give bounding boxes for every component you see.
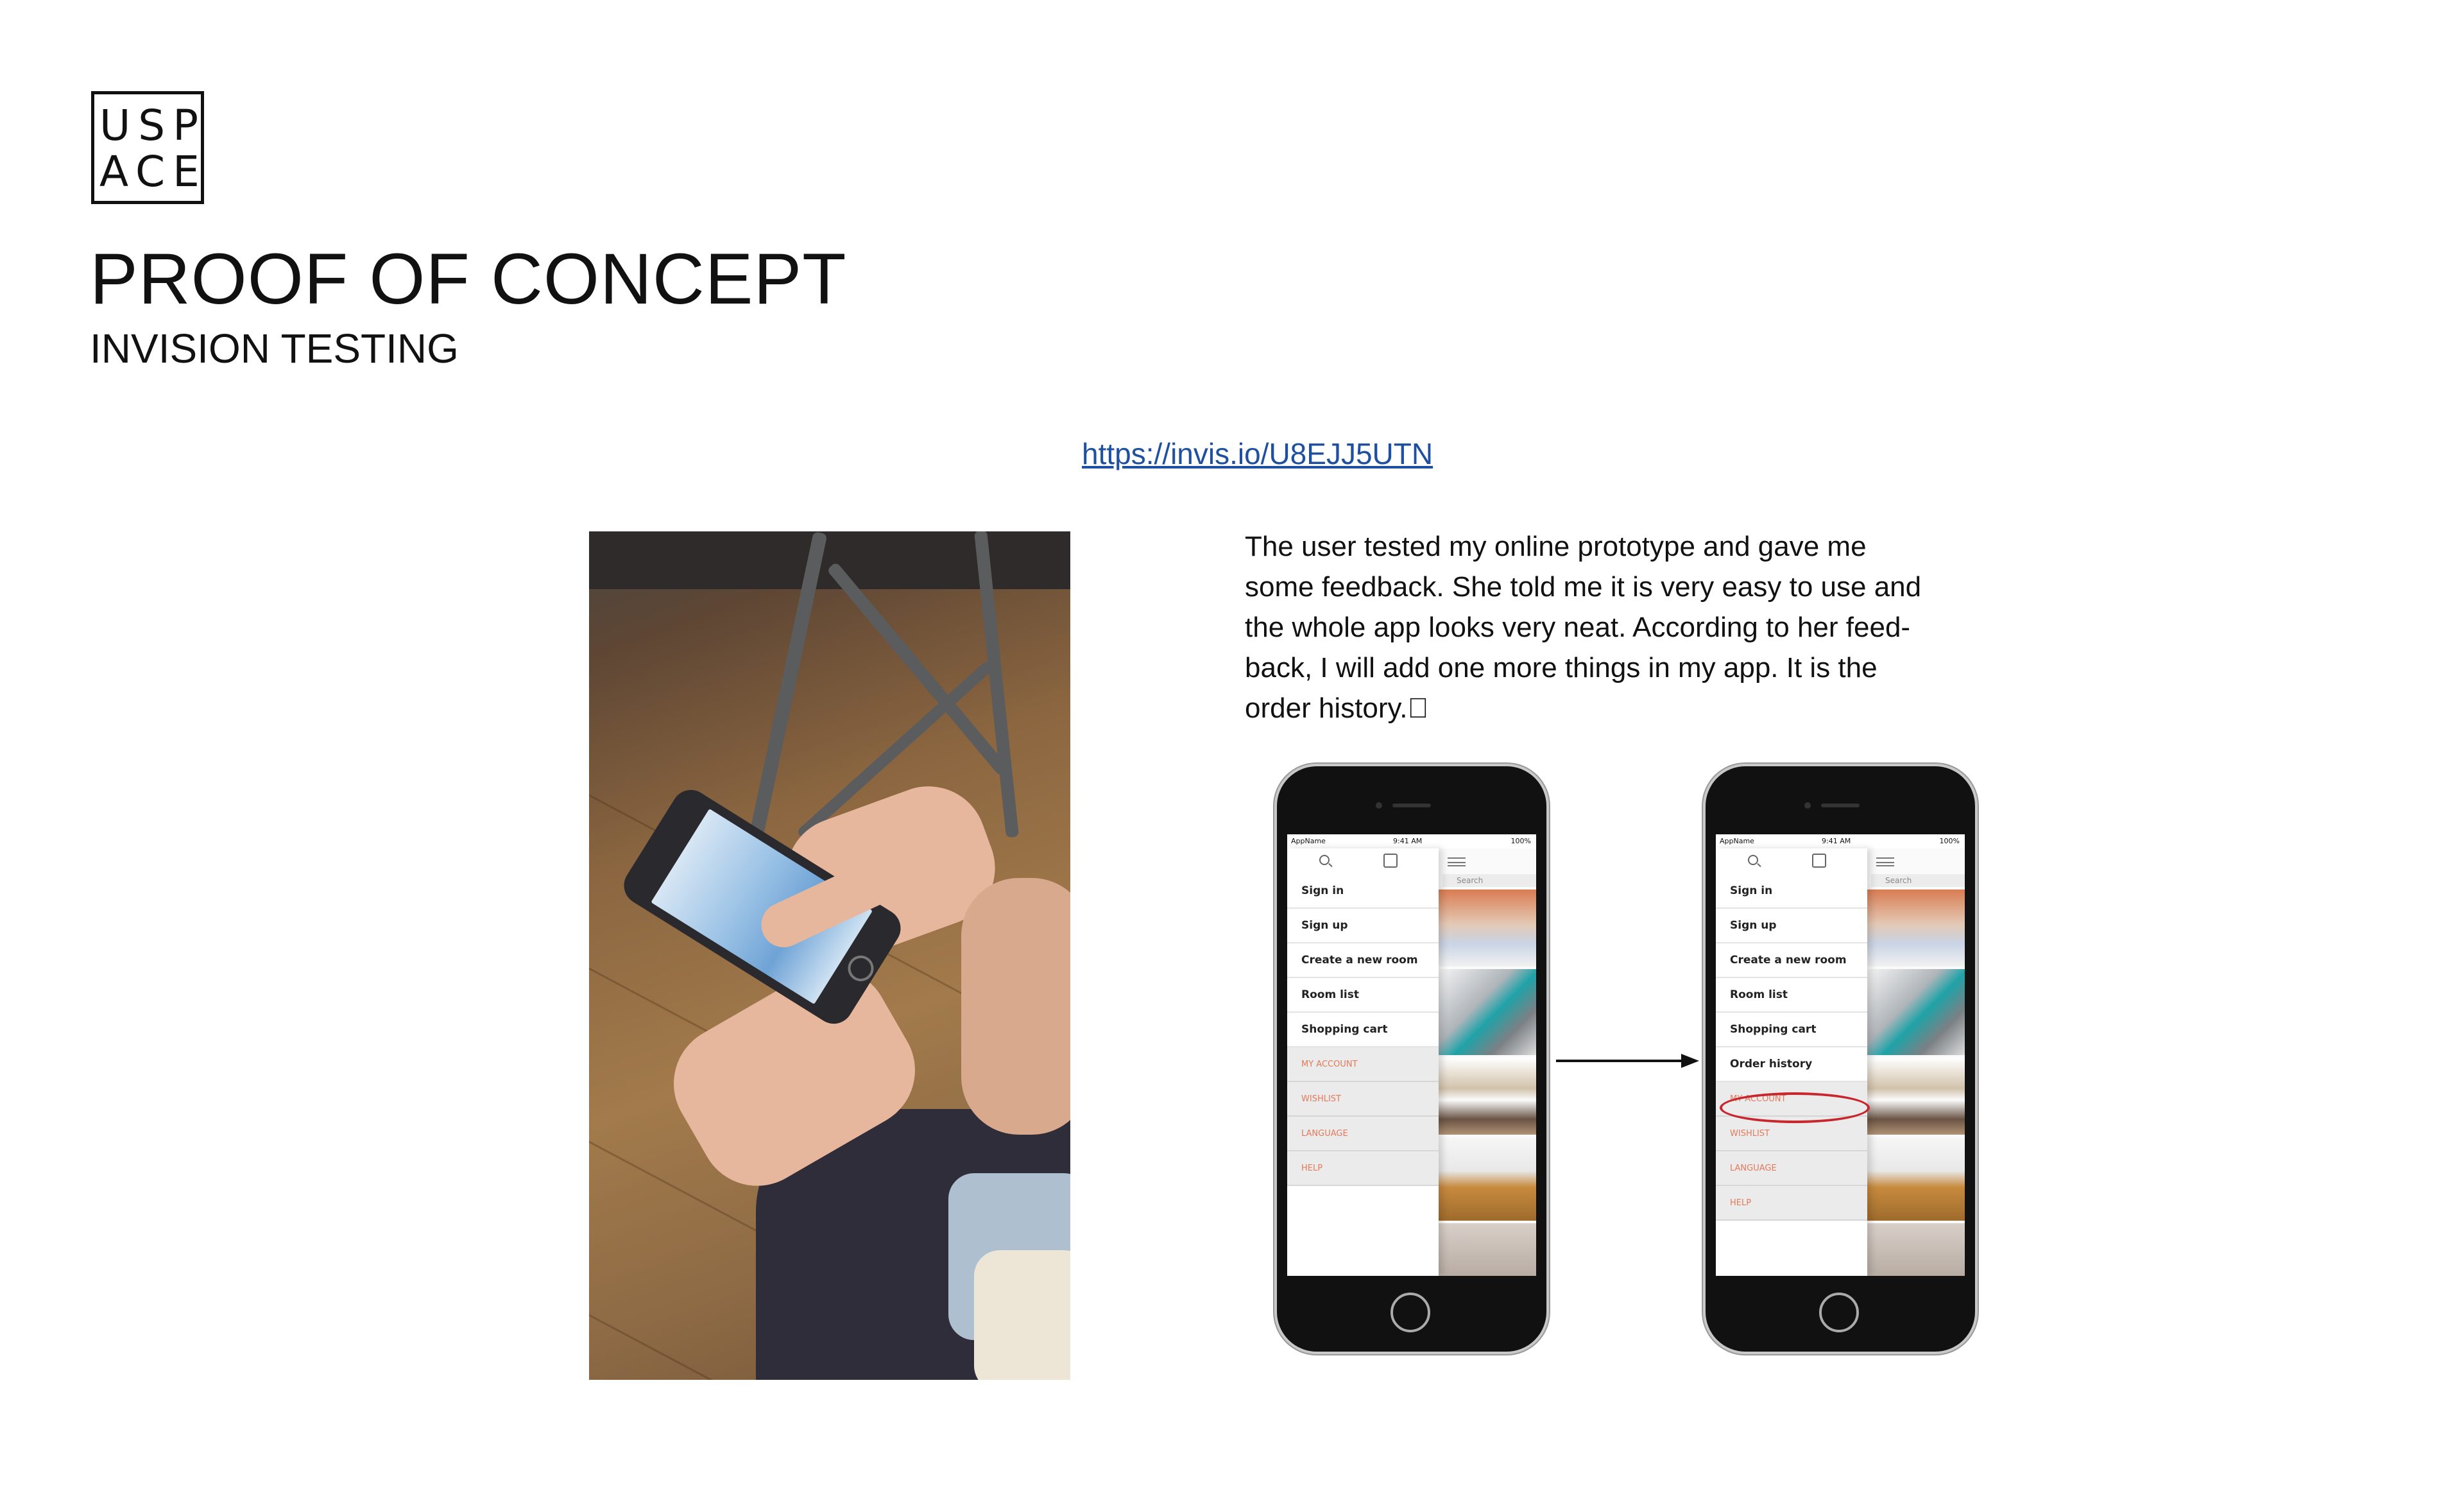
menu-item-my-account[interactable]: MY ACCOUNT [1716,1082,1867,1117]
menu-item-sign-in[interactable]: Sign in [1287,874,1439,909]
room-photo [1439,1058,1536,1135]
status-time: 9:41 AM [1822,837,1851,845]
room-photo [1867,1058,1965,1135]
description-line: back, I will add one more things in my app. It is the [1245,652,1878,684]
speaker [1392,804,1431,807]
menu-item-create-room[interactable]: Create a new room [1716,943,1867,978]
menu-item-sign-in[interactable]: Sign in [1716,874,1867,909]
menu-item-create-room[interactable]: Create a new room [1287,943,1439,978]
room-photo [1867,890,1965,967]
arrow-line [1556,1060,1683,1062]
description-line: order history.  [1245,692,1429,724]
room-photo [1867,1223,1965,1276]
menu-item-sign-up[interactable]: Sign up [1287,909,1439,943]
app-screen-before [1287,834,1536,1276]
search-field[interactable]: Search [1871,874,1965,887]
room-photo [1867,1137,1965,1221]
room-photo [1439,890,1536,967]
room-photo [1439,1137,1536,1221]
status-bar [1287,834,1536,848]
menu-item-my-account[interactable]: MY ACCOUNT [1287,1047,1439,1082]
status-battery: 100% [1939,837,1960,845]
description-line: some feedback. She told me it is very easy to use and [1245,571,1922,603]
search-icon[interactable] [1748,855,1758,865]
gift-icon[interactable] [1812,854,1826,868]
side-menu [1287,848,1439,1276]
menu-item-language[interactable]: LANGUAGE [1287,1117,1439,1151]
phone-mockup-after [1703,764,1978,1354]
menu-item-language[interactable]: LANGUAGE [1716,1151,1867,1186]
search-icon[interactable] [1319,855,1330,865]
menu-item-order-history[interactable]: Order history [1716,1047,1867,1082]
search-field[interactable]: Search [1442,874,1536,887]
front-camera [1376,802,1382,809]
feedback-description [1245,526,1931,728]
logo-text-line-2: ACE [99,147,207,196]
menu-item-help[interactable]: HELP [1716,1186,1867,1221]
uspace-logo [91,91,207,204]
menu-item-room-list[interactable]: Room list [1716,978,1867,1013]
menu-item-wishlist[interactable]: WISHLIST [1716,1117,1867,1151]
logo-text-line-1: USP [99,101,207,150]
home-button [1390,1293,1430,1332]
hamburger-icon[interactable] [1876,857,1894,866]
status-app-name: AppName [1720,837,1754,845]
description-line: the whole app looks very neat. According to her feed- [1245,612,1911,643]
phone-mockup-before [1274,764,1549,1354]
speaker [1821,804,1860,807]
room-photo [1439,969,1536,1055]
user-testing-photo [589,531,1070,1380]
app-screen-after [1716,834,1965,1276]
order-history-highlight-ring [1720,1092,1870,1123]
status-bar [1716,834,1965,848]
menu-item-room-list[interactable]: Room list [1287,978,1439,1013]
status-time: 9:41 AM [1393,837,1423,845]
content-panel [1439,848,1536,1276]
gift-icon[interactable] [1383,854,1398,868]
menu-item-shopping-cart[interactable]: Shopping cart [1287,1013,1439,1047]
page-title: PROOF OF CONCEPT [90,239,847,319]
hamburger-icon[interactable] [1448,857,1466,866]
page-subtitle: INVISION TESTING [90,325,459,372]
room-photo [1439,1223,1536,1276]
description-line: The user tested my online prototype and gave me [1245,531,1867,562]
menu-item-help[interactable]: HELP [1287,1151,1439,1186]
home-button [1819,1293,1859,1332]
menu-item-wishlist[interactable]: WISHLIST [1287,1082,1439,1117]
status-app-name: AppName [1291,837,1326,845]
status-battery: 100% [1510,837,1531,845]
menu-item-shopping-cart[interactable]: Shopping cart [1716,1013,1867,1047]
side-menu [1716,848,1867,1276]
room-photo [1867,969,1965,1055]
invision-prototype-link[interactable]: https://invis.io/U8EJJ5UTN [1082,437,1433,470]
arrow-head-icon [1681,1054,1699,1068]
menu-item-sign-up[interactable]: Sign up [1716,909,1867,943]
content-panel [1867,848,1965,1276]
front-camera [1804,802,1811,809]
